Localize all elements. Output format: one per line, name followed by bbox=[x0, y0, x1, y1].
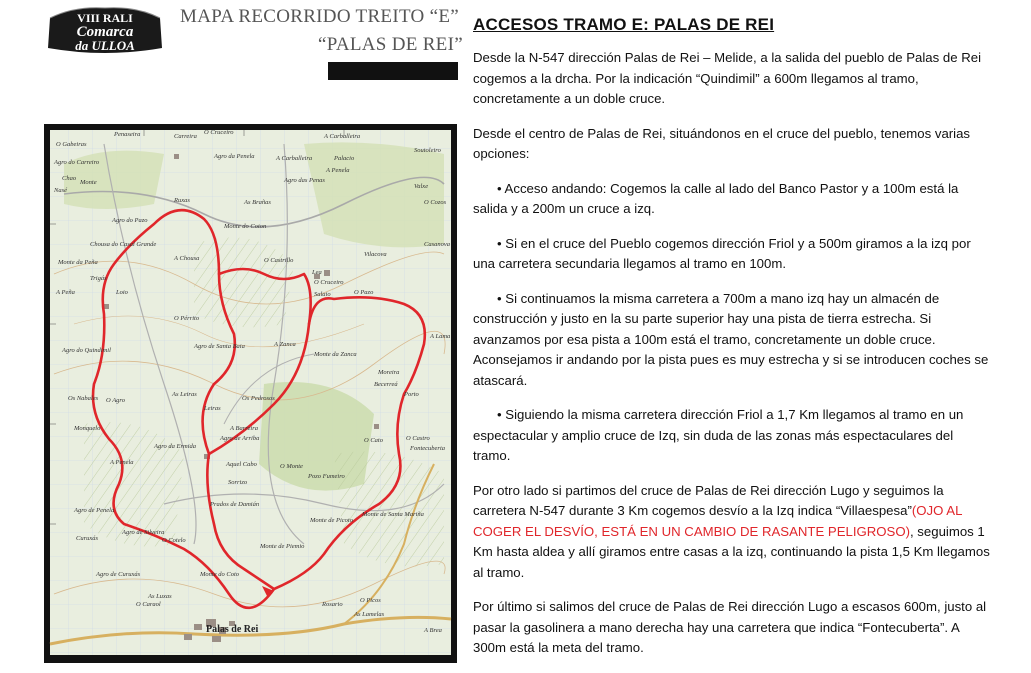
map-place-label: Casanova bbox=[424, 241, 450, 248]
map-place-label: Monte de Piemio bbox=[260, 543, 305, 550]
rally-logo bbox=[44, 4, 166, 56]
logo-line1: VIII RALI bbox=[77, 11, 133, 25]
map-place-label: Curuxás bbox=[76, 535, 99, 542]
map-place-label: Chao bbox=[62, 175, 77, 182]
map-place-label: O Picos bbox=[360, 597, 381, 604]
map-place-label: A Penela bbox=[110, 459, 134, 466]
map-place-label: O Gabeiras bbox=[56, 141, 87, 148]
map-place-label: Porto bbox=[404, 391, 419, 398]
title-black-bar bbox=[328, 62, 458, 80]
map-place-label: Agro do Quindimil bbox=[62, 347, 111, 354]
villaespesa-text-a: Por otro lado si partimos del cruce de Palas de Rei dirección Lugo y seguimos la carretera N-547 durante 3 Km cogemos desvío a la Izq indica “Villaespesa” bbox=[473, 482, 944, 518]
map-place-label: Becerreá bbox=[374, 381, 398, 388]
map-place-label: Loio bbox=[116, 289, 128, 296]
bullet-friol-500m: • Si en el cruce del Pueblo cogemos dirección Friol y a 500m giramos a la izq por una carretera secundaria llegamos al tramo en 100m. bbox=[473, 235, 971, 271]
map-place-label: Monte do Coto bbox=[200, 571, 239, 578]
map-place-label: Vilacova bbox=[364, 251, 387, 258]
map-place-label: Palacio bbox=[334, 155, 355, 162]
map-place-label: O Cruceiro bbox=[204, 129, 234, 136]
map-place-label: A Chousa bbox=[174, 255, 200, 262]
villaespesa-text-b: , seguimos 1 Km hasta aldea y allí giramos entre casas a la izq, continuando la pista 1,5 Km llegamos al tramo. bbox=[473, 523, 990, 580]
map-place-label: Ruxas bbox=[174, 197, 190, 204]
map-place-label: Agro de Santa Baia bbox=[194, 343, 245, 350]
map-place-label: Agro das Penas bbox=[284, 177, 325, 184]
map-place-label: As Lamelas bbox=[354, 611, 385, 618]
map-place-label: Os Nabales bbox=[68, 395, 99, 402]
villaespesa-warning: (OJO AL COGER EL DESVÍO, ESTÁ EN UN CAMBIO DE RASANTE PELIGROSO) bbox=[473, 503, 962, 539]
map-place-label: Rosario bbox=[322, 601, 343, 608]
map-place-label: Trigás bbox=[90, 275, 107, 282]
map-place-label: O Castrillo bbox=[264, 257, 294, 264]
map-place-label: As Luxas bbox=[148, 593, 172, 600]
bullet-friol-1-7km: • Siguiendo la misma carretera dirección Friol a 1,7 Km llegamos al tramo en un espectacular y amplio cruce de Izq, sin duda de las zonas más espectaculares del tramo. bbox=[473, 407, 964, 463]
map-place-label: Moreira bbox=[378, 369, 400, 376]
logo-line3: da ULLOA bbox=[75, 38, 135, 53]
route-map bbox=[44, 124, 457, 663]
map-place-label: Chousa do Casal Grande bbox=[90, 241, 157, 248]
map-place-label: Monte de Picoto bbox=[310, 517, 353, 524]
map-place-label: Penaseira bbox=[114, 131, 141, 138]
map-place-label: O Castro bbox=[406, 435, 430, 442]
paragraph-town-options: Desde el centro de Palas de Rei, situándonos en el cruce del pueblo, tenemos varias opciones: bbox=[473, 125, 971, 161]
map-place-label: O Cato bbox=[364, 437, 383, 444]
map-place-label: O Cotelo bbox=[162, 537, 186, 544]
map-place-label: A Zanca bbox=[274, 341, 296, 348]
map-place-label: Monte da Peña bbox=[58, 259, 98, 266]
map-place-label: As Leiras bbox=[172, 391, 197, 398]
map-place-label: Agro da Ermida bbox=[154, 443, 197, 450]
map-place-label: Prados de Damián bbox=[210, 501, 260, 508]
map-place-label: Fontecuberta bbox=[410, 445, 446, 452]
map-place-label: Monte bbox=[80, 179, 97, 186]
paragraph-fontecuberta: Por último si salimos del cruce de Palas de Rei dirección Lugo a escasos 600m, justo al pasar la gasolinera a mano derecha hay una carretera que indica “Fontecuberta”. A 300m está la meta del tramo. bbox=[473, 599, 987, 655]
map-place-label: Agro de Silveira bbox=[122, 529, 165, 536]
bullet-friol-700m: • Si continuamos la misma carretera a 700m a mano izq hay un almacén de construcción y justo en la su parte superior hay una pista de tierra estrecha. Si avanzamos por esa pista a 100m está el tramo, concretamente un doble cruce. Aconsejamos ir andando por la pista pues es muy estrecha y si se introducen coches se atascará. bbox=[473, 290, 989, 388]
paragraph-villaespesa bbox=[473, 481, 993, 584]
map-place-label: As Brañas bbox=[244, 199, 271, 206]
map-place-label: Nasé bbox=[54, 187, 67, 194]
paragraph-melide-access: Desde la N-547 dirección Palas de Rei – Melide, a la salida del pueblo de Palas de Rei cogemos a la drcha. Por la indicación “Quindimil” a 600m llegamos al tramo, concretamente a un doble cruce. bbox=[473, 50, 982, 106]
map-place-label: Lea bbox=[312, 269, 322, 276]
map-place-label: Carreira bbox=[174, 133, 197, 140]
map-place-label: O Monte bbox=[280, 463, 303, 470]
map-place-label: Monte de Santa Mariña bbox=[362, 511, 424, 518]
map-place-label: Agro de Penela bbox=[74, 507, 115, 514]
map-place-label: Palas de Rei bbox=[206, 624, 259, 635]
map-place-label: A Barreira bbox=[230, 425, 258, 432]
map-place-label: Salaio bbox=[314, 291, 331, 298]
map-place-label: A Peña bbox=[56, 289, 75, 296]
map-place-label: Leiras bbox=[204, 405, 221, 412]
map-place-label: A Penela bbox=[326, 167, 350, 174]
logo-line2: Comarca bbox=[76, 24, 134, 40]
map-place-label: Agro de Arriba bbox=[220, 435, 260, 442]
map-place-label: Pozo Fumeiro bbox=[308, 473, 345, 480]
map-place-label: O Agro bbox=[106, 397, 125, 404]
map-place-label: A Brea bbox=[424, 627, 442, 634]
map-place-label: Monte do Coton bbox=[224, 223, 267, 230]
map-place-label: Sorrizo bbox=[228, 479, 248, 486]
bullet-walking-access: • Acceso andando: Cogemos la calle al lado del Banco Pastor y a 100m está la salida y a 200m un cruce a izq. bbox=[473, 180, 959, 216]
map-place-label: O Caraol bbox=[136, 601, 161, 608]
map-place-label: Agro de Curuxás bbox=[96, 571, 141, 578]
map-place-label: Soutoleiro bbox=[414, 147, 441, 154]
access-heading: ACCESOS TRAMO E: PALAS DE REI bbox=[473, 15, 775, 34]
map-title-line2: “PALAS DE REI” bbox=[318, 34, 463, 55]
map-place-label: O Cozos bbox=[424, 199, 447, 206]
map-place-label: A Carballeira bbox=[324, 133, 361, 140]
map-place-label: Os Pedrosos bbox=[242, 395, 275, 402]
map-place-label: Valxe bbox=[414, 183, 429, 190]
map-place-label: Agro do Carreiro bbox=[54, 159, 100, 166]
access-description bbox=[473, 14, 993, 673]
map-place-label: O Pérrito bbox=[174, 315, 200, 322]
map-place-label: Agro do Pazo bbox=[112, 217, 148, 224]
map-place-label: Aquel Cabo bbox=[226, 461, 257, 468]
map-place-label: Monquelo bbox=[74, 425, 101, 432]
map-place-label: O Pazo bbox=[354, 289, 374, 296]
map-place-label: O Cruceiro bbox=[314, 279, 344, 286]
map-place-label: Monte da Zanca bbox=[314, 351, 357, 358]
map-place-label: A Lama bbox=[430, 333, 451, 340]
map-place-label: Agro da Penela bbox=[214, 153, 255, 160]
map-place-label: A Carballeira bbox=[276, 155, 313, 162]
map-title-line1: MAPA RECORRIDO TREITO “E” bbox=[180, 6, 459, 27]
